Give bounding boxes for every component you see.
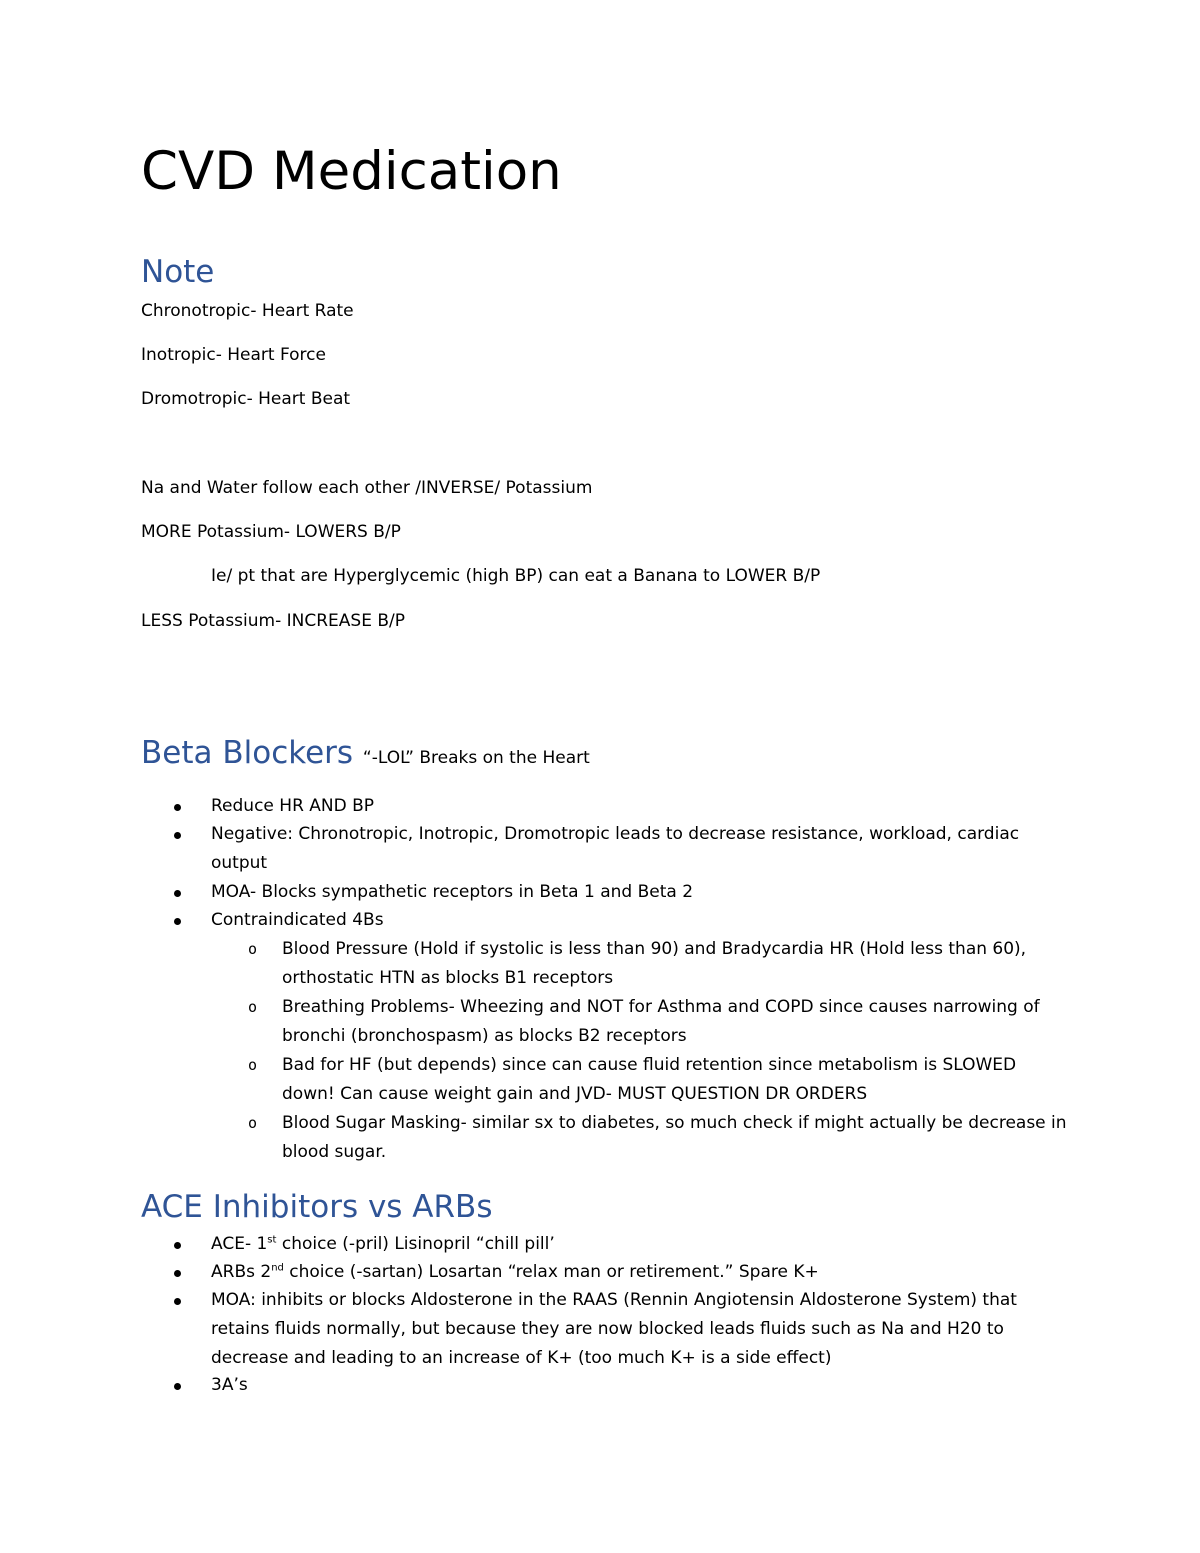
note-line-na-water: Na and Water follow each other /INVERSE/ Potassium: [141, 478, 593, 498]
ace-bullet-pre: ACE- 1: [211, 1234, 268, 1254]
list-item: [211, 878, 1071, 907]
beta-blockers-aside: “-LOL” Breaks on the Heart: [362, 748, 590, 768]
sub-bullet-icon: o: [248, 940, 258, 958]
list-item: [211, 1258, 1071, 1287]
list-item: [211, 820, 1071, 878]
list-item: [211, 1286, 1071, 1373]
beta-sub-bullet-text: Bad for HF (but depends) since can cause fluid retention since metabolism is SLOWED down! Can cause weight gain and JVD- MUST QUESTION DR ORDERS: [282, 1055, 1017, 1104]
moa-bullet-text: MOA: inhibits or blocks Aldosterone in the RAAS (Rennin Angiotensin Aldosterone System) that retains fluids normally, but because they are now blocked leads fluids such as Na and H20 to decrease and leading to an increase of K+ (too much K+ is a side effect): [211, 1290, 1017, 1368]
note-line-dromotropic: Dromotropic- Heart Beat: [141, 389, 351, 409]
ace-arbs-heading: ACE Inhibitors vs ARBs: [141, 1189, 493, 1225]
sub-list-item: [248, 1109, 1072, 1167]
sub-bullet-icon: o: [248, 1114, 258, 1132]
bullet-icon: [174, 1270, 181, 1277]
page-title: CVD Medication: [141, 141, 562, 202]
arbs-bullet-sup: nd: [271, 1262, 284, 1274]
arbs-bullet-post: choice (-sartan) Losartan “relax man or retirement.” Spare K+: [283, 1262, 819, 1282]
beta-blockers-heading: [141, 735, 590, 772]
list-item: [211, 792, 1071, 821]
note-line-less-potassium: LESS Potassium- INCREASE B/P: [141, 611, 405, 631]
note-line-inotropic: Inotropic- Heart Force: [141, 345, 326, 365]
list-item: [211, 906, 1071, 935]
bullet-icon: [174, 1383, 181, 1390]
beta-bullet-text: Contraindicated 4Bs: [211, 910, 384, 930]
bullet-icon: [174, 1242, 181, 1249]
note-heading: Note: [141, 254, 215, 290]
bullet-icon: [174, 918, 181, 925]
bullet-icon: [174, 832, 181, 839]
sub-list-item: [248, 935, 1072, 993]
beta-blockers-heading-text: Beta Blockers: [141, 735, 354, 771]
list-item: [211, 1371, 1071, 1400]
bullet-icon: [174, 890, 181, 897]
sub-list-item: [248, 993, 1072, 1051]
bullet-icon: [174, 804, 181, 811]
beta-sub-bullet-text: Blood Sugar Masking- similar sx to diabetes, so much check if might actually be decrease in blood sugar.: [282, 1113, 1067, 1162]
ace-bullet-sup: st: [267, 1234, 277, 1246]
beta-bullet-text: Reduce HR AND BP: [211, 796, 375, 816]
note-line-chronotropic: Chronotropic- Heart Rate: [141, 301, 354, 321]
list-item: [211, 1230, 1071, 1259]
beta-bullet-text: Negative: Chronotropic, Inotropic, Dromotropic leads to decrease resistance, workload, cardiac output: [211, 824, 1020, 873]
beta-sub-bullet-text: Blood Pressure (Hold if systolic is less than 90) and Bradycardia HR (Hold less than 60), orthostatic HTN as blocks B1 receptors: [282, 939, 1027, 988]
sub-list-item: [248, 1051, 1072, 1109]
sub-bullet-icon: o: [248, 1056, 258, 1074]
beta-bullet-text: MOA- Blocks sympathetic receptors in Beta 1 and Beta 2: [211, 882, 694, 902]
sub-bullet-icon: o: [248, 998, 258, 1016]
three-as-bullet-text: 3A’s: [211, 1375, 248, 1395]
ace-bullet-post: choice (-pril) Lisinopril “chill pill’: [276, 1234, 555, 1254]
note-line-more-potassium: MORE Potassium- LOWERS B/P: [141, 522, 401, 542]
note-line-banana: Ie/ pt that are Hyperglycemic (high BP) can eat a Banana to LOWER B/P: [211, 566, 821, 586]
beta-sub-bullet-text: Breathing Problems- Wheezing and NOT for Asthma and COPD since causes narrowing of bronchi (bronchospasm) as blocks B2 receptors: [282, 997, 1040, 1046]
arbs-bullet-pre: ARBs 2: [211, 1262, 272, 1282]
bullet-icon: [174, 1298, 181, 1305]
